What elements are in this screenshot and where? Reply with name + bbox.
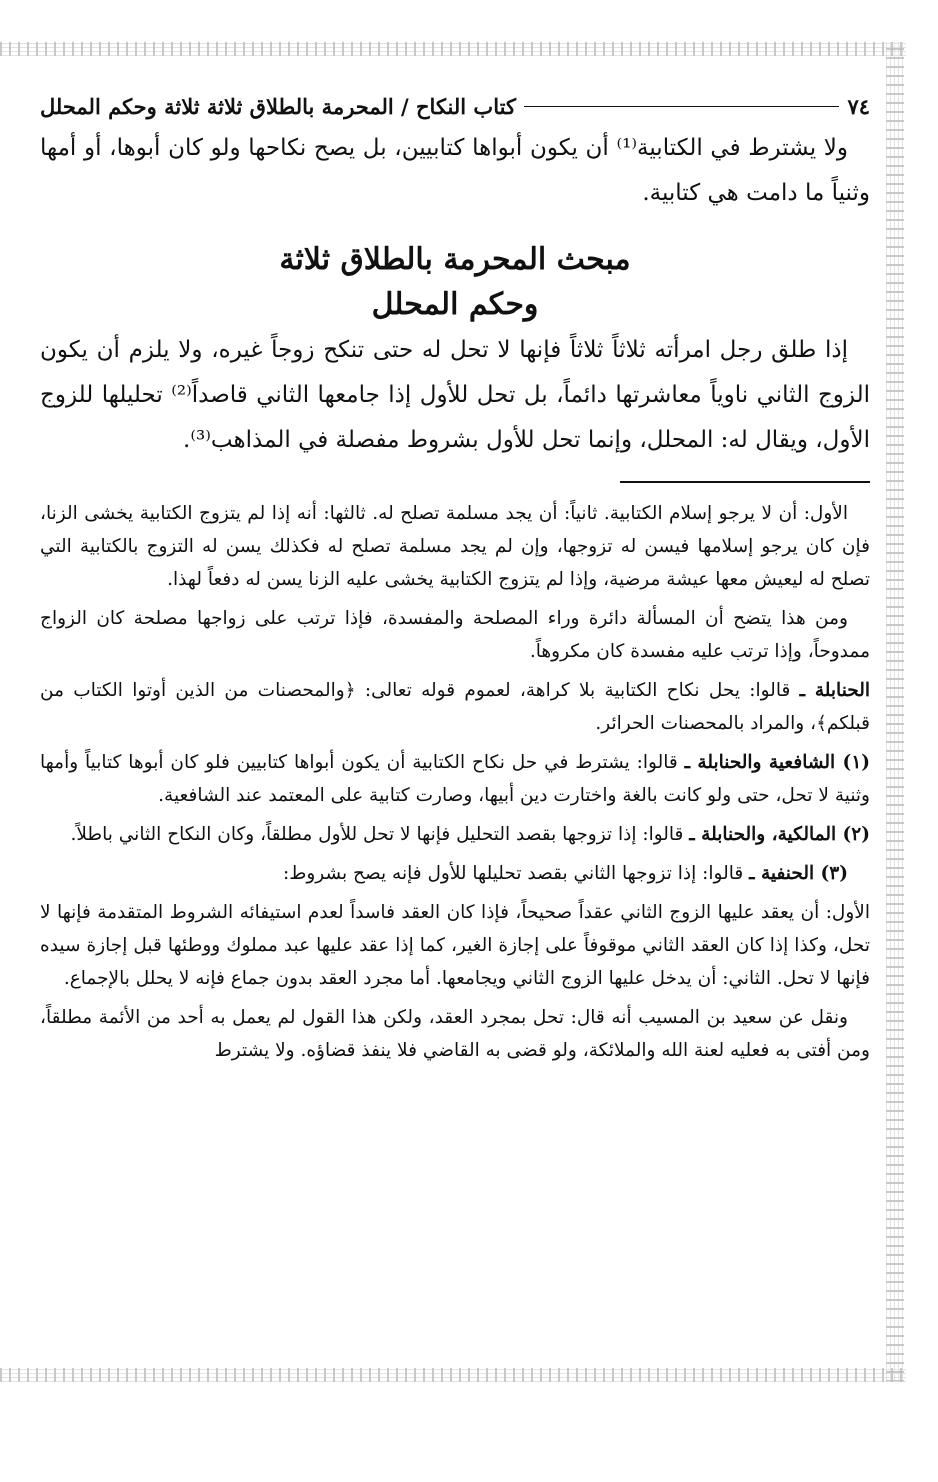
footnote-1: (١) الشافعية والحنابلة ـ قالوا: يشترط في حل نكاح الكتابية أن يكون أبواها كتابيين فلو كان أبوها كتابياً وأمها وثنية لا تحل، حتى ولو كانت بالغة واختارت دين أبيها، وصارت كتابية على المعتمد عند الشافعية.: [40, 752, 871, 806]
footnotes: [40, 497, 870, 1067]
decorative-border-top: [0, 42, 906, 56]
footnote-2: (٢) المالكية، والحنابلة ـ قالوا: إذا تزوجها بقصد التحليل فإنها لا تحل للأول مطلقاً، وكان النكاح الثاني باطلاً.: [70, 824, 870, 845]
main-paragraph: إذا طلق رجل امرأته ثلاثاً ثلاثاً فإنها لا تحل له حتى تنكح زوجاً غيره، ولا يلزم أن يكون الزوج الثاني ناوياً معاشرتها دائماً، بل تحل للأول إذا جامعها الثاني قاصداً⁽²⁾ تحليلها للزوج الأول، ويقال له: المحلل، وإنما تحل للأول بشروط مفصلة في المذاهب⁽³⁾.: [40, 337, 870, 453]
book-page: [40, 86, 870, 1073]
page-number: ٧٤: [847, 93, 870, 119]
footnote-paragraph: الأول: أن لا يرجو إسلام الكتابية. ثانياً: أن يجد مسلمة تصلح له. ثالثها: أنه إذا لم يتزوج الكتابية يخشى الزنا، فإن كان يرجو إسلامها فيسن له تزوجها، وإن لم يجد مسلمة تصلح له فكذلك يسن له التزوج بالكتابية التي تصلح له ليعيش معها عيشة مرضية، وإذا لم يتزوج الكتابية يخشى عليه الزنا يسن له دفعاً لهذا.: [40, 503, 870, 590]
footnote-separator: [620, 481, 870, 483]
section-title-line1: مبحث المحرمة بالطلاق ثلاثة: [279, 242, 631, 277]
decorative-border-right: [886, 42, 904, 1382]
header-rule: [524, 106, 840, 107]
running-title: كتاب النكاح / المحرمة بالطلاق ثلاثة ثلاثة وحكم المحلل: [40, 93, 516, 119]
decorative-border-bottom: [0, 1368, 906, 1382]
intro-paragraph: ولا يشترط في الكتابية⁽¹⁾ أن يكون أبواها كتابيين، بل يصح نكاحها ولو كان أبوها، أو أمها وثنياً ما دامت هي كتابية.: [40, 135, 870, 206]
footnote-paragraph: الأول: أن يعقد عليها الزوج الثاني عقداً صحيحاً، فإذا كان العقد فاسداً لعدم استيفائه الشروط المتقدمة فإنها لا تحل، وكذا إذا كان العقد الثاني موقوفاً على إجازة الغير، كما إذا عقد عليها عبد مملوك ووطئها قبل إجازة سيده فإنها لا تحل. الثاني: أن يدخل عليها الزوج الثاني ويجامعها. أما مجرد العقد بدون جماع فإنه لا يحلل بالإجماع.: [40, 902, 870, 989]
section-title-line2: وحكم المحلل: [371, 287, 539, 322]
page-header: [40, 86, 870, 126]
footnote-paragraph: ومن هذا يتضح أن المسألة دائرة وراء المصلحة والمفسدة، فإذا ترتب على زواجها مصلحة كان الزواج ممدوحاً، وإذا ترتب عليه مفسدة كان مكروهاً.: [40, 608, 870, 662]
footnote-3: (٣) الحنفية ـ قالوا: إذا تزوجها الثاني بقصد تحليلها للأول فإنه يصح بشروط:: [283, 863, 848, 884]
footnote-paragraph: الحنابلة ـ قالوا: يحل نكاح الكتابية بلا كراهة، لعموم قوله تعالى: ﴿والمحصنات من الذين أوتوا الكتاب من قبلكم﴾، والمراد بالمحصنات الحرائر.: [40, 680, 870, 734]
footnote-paragraph: ونقل عن سعيد بن المسيب أنه قال: تحل بمجرد العقد، ولكن هذا القول لم يعمل به أحد من الأئمة مطلقاً، ومن أفتى به فعليه لعنة الله والملائكة، ولو قضى به القاضي فلا ينفذ قضاؤه. ولا يشترط: [40, 1007, 870, 1061]
